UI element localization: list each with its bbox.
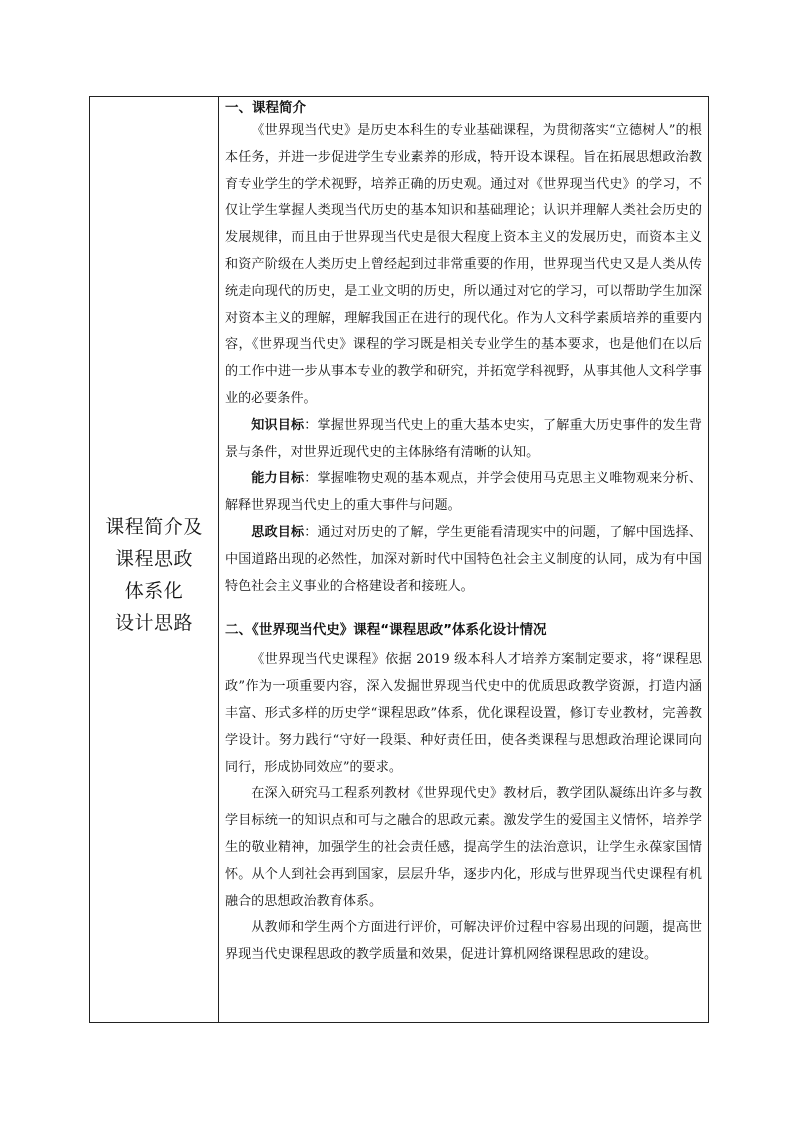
ideology-goal-paragraph bbox=[225, 520, 702, 600]
knowledge-goal-paragraph bbox=[225, 413, 702, 467]
row-label-cell bbox=[90, 97, 219, 1022]
content-cell bbox=[219, 97, 708, 1022]
section2-heading: 二、《世界现当代史》课程“课程思政”体系化设计情况 bbox=[225, 622, 547, 639]
ability-goal-text: ：掌握唯物史观的基本观点，并学会使用马克思主义唯物观来分析、解释世界现当代史上的重大事件与问题。 bbox=[225, 471, 703, 514]
ideology-goal-label: 思政目标 bbox=[251, 524, 305, 540]
knowledge-goal-text: ：掌握世界现当代史上的重大基本史实，了解重大历史事件的发生背景与条件，对世界近现代史的主体脉络有清晰的认知。 bbox=[225, 417, 703, 460]
section2-paragraph-1: 《世界现当代史课程》依据 2019 级本科人才培养方案制定要求，将“课程思政”作为一项重要内容，深入发掘世界现当代史中的优质思政教学资源，打造内涵丰富、形式多样的历史学“课程思政”体系，优化课程设置，修订专业教材，完善教学设计。努力践行“守好一段渠、种好责任田，使各类课程与思想政治理论课同向同行，形成协同效应”的要求。 bbox=[225, 652, 702, 775]
section2-paragraph-2: 在深入研究马工程系列教材《世界现代史》教材后，教学团队凝练出许多与教学目标统一的知识点和可与之融合的思政元素。激发学生的爱国主义情怀，培养学生的敬业精神，加强学生的社会责任感，提高学生的法治意识，让学生永葆家国情怀。从个人到社会再到国家，层层升华，逐步内化，形成与世界现当代史课程有机融合的思想政治教育体系。 bbox=[225, 786, 702, 909]
row-label-line-1: 课程简介及 bbox=[105, 515, 203, 538]
ability-goal-paragraph bbox=[225, 466, 702, 520]
section1-heading: 一、课程简介 bbox=[225, 100, 306, 116]
knowledge-goal-label: 知识目标 bbox=[251, 417, 305, 433]
course-form-table bbox=[89, 96, 709, 1023]
ideology-goal-text: ：通过对历史的了解，学生更能看清现实中的问题，了解中国选择、中国道路出现的必然性，加深对新时代中国特色社会主义制度的认同，成为有中国特色社会主义事业的合格建设者和接班人。 bbox=[225, 524, 703, 594]
row-label-line-4: 设计思路 bbox=[114, 611, 193, 634]
section1-intro-paragraph: 《世界现当代史》是历史本科生的专业基础课程，为贯彻落实“立德树人”的根本任务，并进一步促进学生专业素养的形成，特开设本课程。旨在拓展思想政治教育专业学生的学术视野，培养正确的历史观。通过对《世界现当代史》的学习，不仅让学生掌握人类现当代历史的基本知识和基础理论；认识并理解人类社会历史的发展规律，而且由于世界现当代史是很大程度上资本主义的发展历史，而资本主义和资产阶级在人类历史上曾经起到过非常重要的作用，世界现当代史又是人类从传统走向现代的历史，是工业文明的历史，所以通过对它的学习，可以帮助学生加深对资本主义的理解，理解我国正在进行的现代化。作为人文科学素质培养的重要内容，《世界现当代史》课程的学习既是相关专业学生的基本要求，也是他们在以后的工作中进一步从事本专业的教学和研究，并拓宽学科视野，从事其他人文科学事业的必要条件。 bbox=[225, 123, 702, 406]
section2-paragraph-3: 从教师和学生两个方面进行评价，可解决评价过程中容易出现的问题，提高世界现当代史课程思政的教学质量和效果，促进计算机网络课程思政的建设。 bbox=[225, 920, 702, 963]
row-label-line-3: 体系化 bbox=[124, 579, 184, 602]
ability-goal-label: 能力目标 bbox=[251, 471, 305, 487]
row-label-line-2: 课程思政 bbox=[114, 547, 193, 570]
